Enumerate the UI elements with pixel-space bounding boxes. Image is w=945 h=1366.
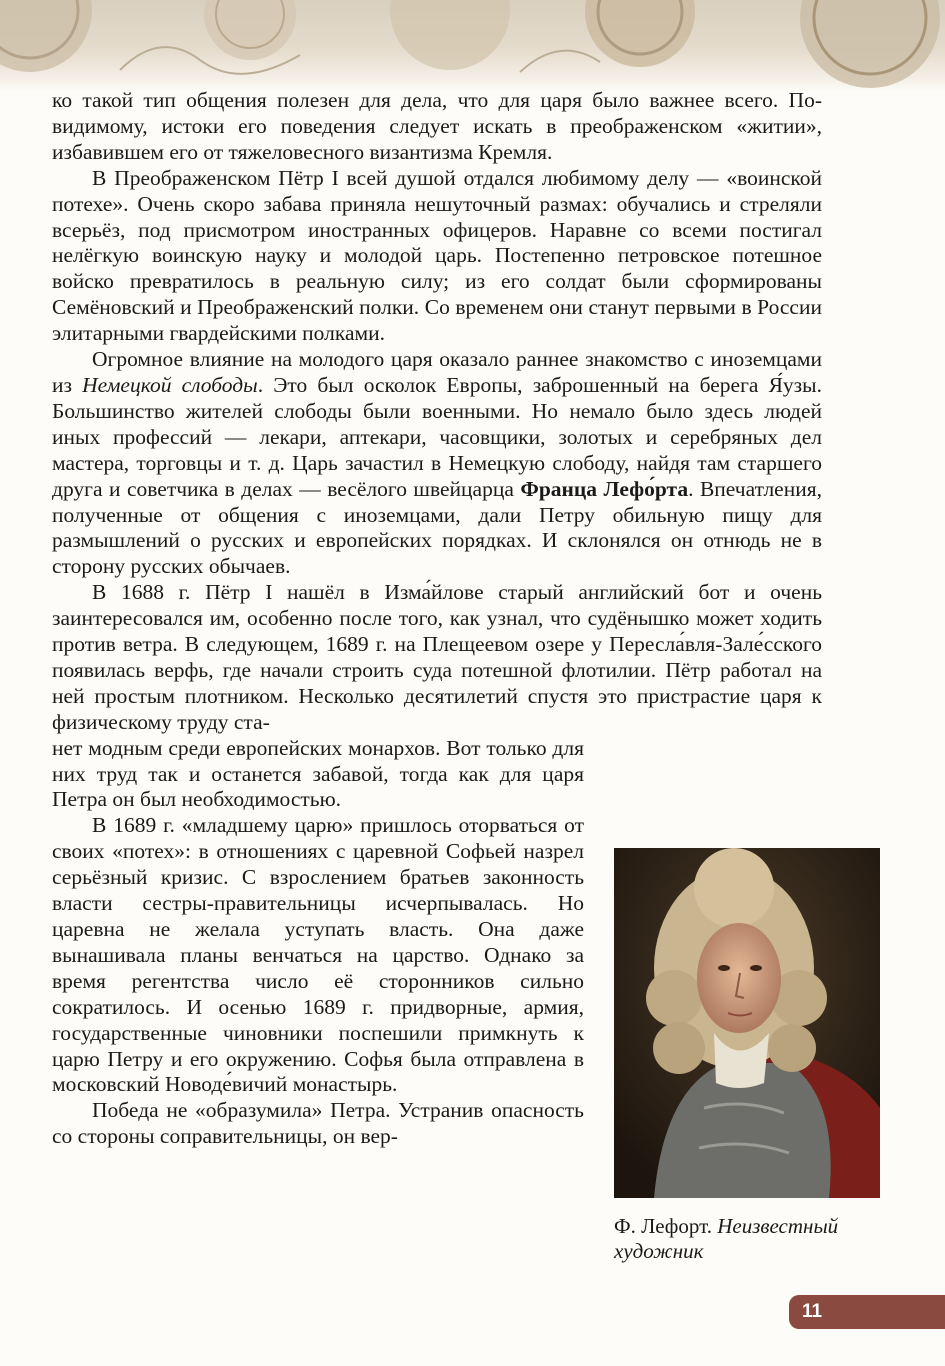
caption-author: Неизвестный художник: [614, 1214, 839, 1263]
paragraph-text: Огромное влияние на молодого царя оказало раннее знакомство с иноземцами из: [52, 347, 822, 397]
paragraph: нет модным среди европейских монархов. Вот только для них труд так и останется забавой, тогда как для царя Петра он был необходимостью.: [52, 735, 584, 812]
paragraph: В Преображенском Пётр I всей душой отдался любимому делу — «воинской потехе». Очень скоро забава приняла нешуточный размах: обучались и стреляли всерьёз, под присмотром иностранных офицеров. Наравне со всеми постигал нелёгкую воинскую науку и молодой царь. Постепенно петровское потешное войско превратилось в реальную силу; из его солдат были сформированы Семёновский и Преображенский полки. Со временем они станут первыми в России элитарными гвардейскими полками.: [52, 165, 822, 346]
paragraph: Победа не «образумила» Петра. Устранив опасность со стороны соправительницы, он вер-: [52, 1098, 584, 1149]
header-decoration: [0, 0, 945, 92]
paragraph: [52, 347, 822, 580]
paragraph: В 1688 г. Пётр I нашёл в Изма́йлове старый английский бот и очень заинтересовался им, особенно после того, как узнал, что судёнышко может ходить против ветра. В следующем, 1689 г. на Плещеевом озере у Пересла́вля-Зале́сского появилась верфь, где начали строить суда потешной флотилии. Пётр работал на ней простым плотником. Несколько десятилетий спустя это пристрастие царя к физическому труду ста-: [52, 580, 822, 734]
portrait-drawing: [614, 848, 880, 1198]
paragraph-text: . Впечатления, полученные от общения с иноземцами, дали Петру обильную пищу для размышлений о русских и европейских порядках. И склонялся он отнюдь не в сторону русских обычаев.: [52, 476, 822, 579]
paragraph: ко такой тип общения полезен для дела, что для царя было важнее всего. По-видимому, истоки его поведения следует искать в преображенском «житии», избавившем его от тяжеловесного византизма Кремля.: [52, 88, 822, 164]
paragraph-text: . Это был осколок Европы, заброшенный на берега Я́узы. Большинство жителей слободы были военными. Но немало было здесь людей иных профессий — лекари, аптекари, часовщики, золотых и серебряных дел мастера, торговцы и т. д. Царь зачастил в Немецкую слободу, найдя там старшего друга и советчика в делах — весёлого швейцарца: [52, 372, 822, 501]
figure-caption: [614, 1214, 894, 1264]
wrapped-text: [52, 736, 584, 1151]
paragraph: В 1689 г. «младшему царю» пришлось оторваться от своих «потех»: в отношениях с царевной Софьей назрел серьёзный кризис. С взрослением братьев законность власти сестры-правительницы исчерпывалась. Но царевна не желала уступать власть. Она даже вынашивала планы венчаться на царство. Однако за время регентства число её сторонников сильно сократилось. И осенью 1689 г. придворные, армия, государственные чиновники поспешили примкнуть к царю Петру и его окружению. Софья была отправлена в московский Новоде́вичий монастырь.: [52, 813, 584, 1097]
page-number: 11: [802, 1301, 823, 1322]
coins-ornament-icon: [0, 0, 945, 92]
caption-name: Ф. Лефорт.: [614, 1214, 718, 1238]
term-bold: Франца Лефо́рта: [520, 476, 689, 501]
term-italic: Немецкой слободы: [82, 372, 258, 397]
portrait-image: [614, 848, 880, 1198]
